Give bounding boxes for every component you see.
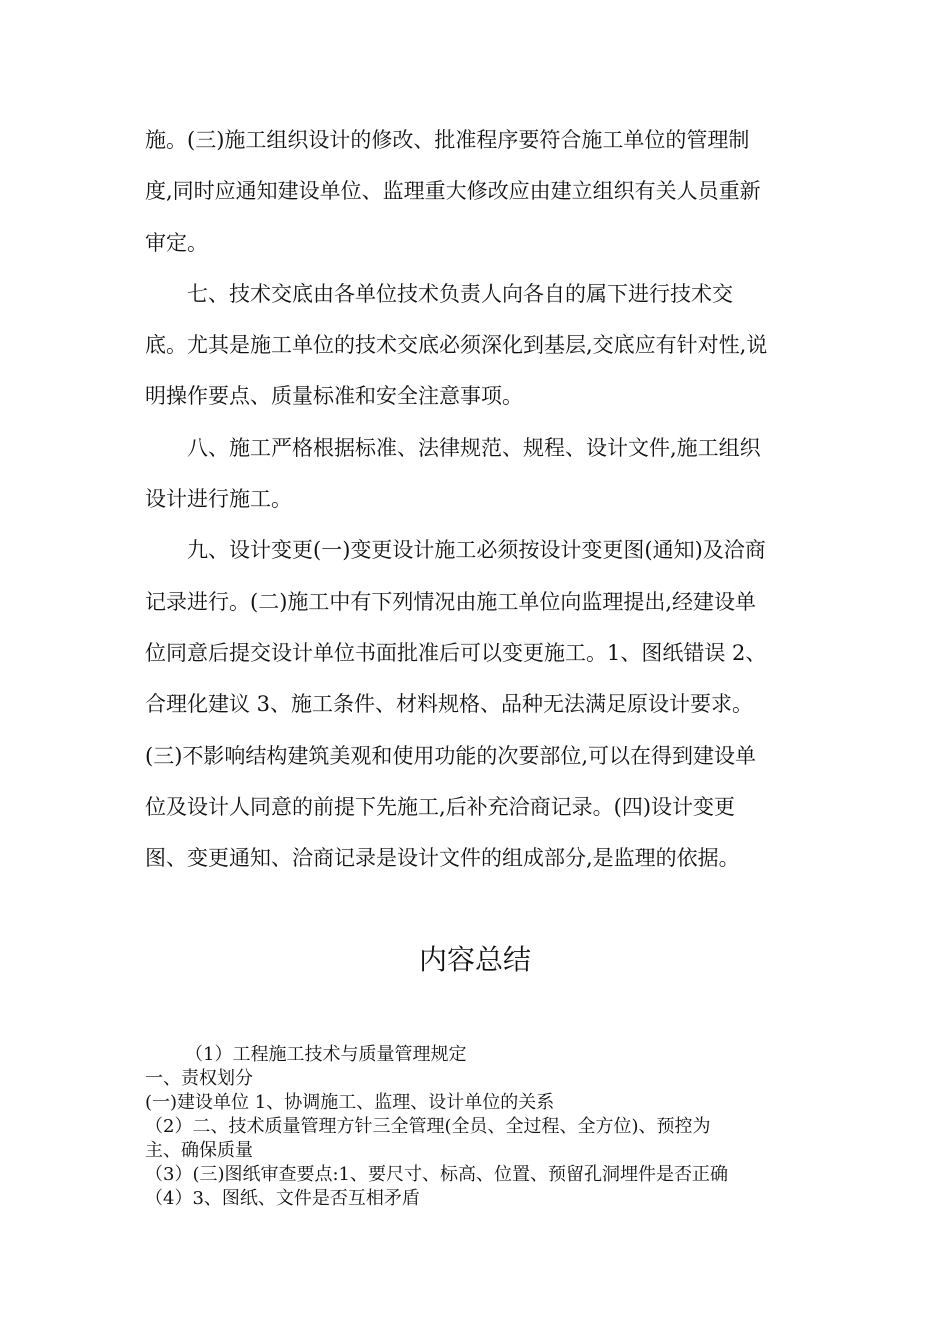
paragraph-3: [145, 423, 810, 526]
summary-line: （1）工程施工技术与质量管理规定: [185, 1044, 467, 1065]
text-line: 合理化建议 3、施工条件、材料规格、品种无法满足原设计要求。: [145, 692, 754, 717]
paragraph-2: [145, 269, 810, 423]
text-line: 施。(三)施工组织设计的修改、批准程序要符合施工单位的管理制: [145, 128, 750, 152]
text-line: 八、施工严格根据标准、法律规范、规程、设计文件,施工组织: [187, 435, 761, 460]
text-line: 位及设计人同意的前提下先施工,后补充洽商记录。(四)设计变更: [145, 794, 736, 819]
text-line: 图、变更通知、洽商记录是设计文件的组成部分,是监理的依据。: [145, 846, 740, 871]
text-line: 位同意后提交设计单位书面批准后可以变更施工。1、图纸错误 2、: [145, 640, 767, 665]
text-line: 明操作要点、质量标准和安全注意事项。: [145, 384, 523, 409]
summary-line: 主、确保质量: [145, 1140, 253, 1161]
text-line: 度,同时应通知建设单位、监理重大修改应由建立组织有关人员重新: [145, 179, 761, 204]
text-line: 七、技术交底由各单位技术负责人向各自的属下进行技术交: [187, 281, 733, 306]
text-line: 记录进行。(二)施工中有下列情况由施工单位向监理提出,经建设单: [145, 589, 757, 614]
summary-line: （3）(三)图纸审查要点:1、要尺寸、标高、位置、预留孔洞埋件是否正确: [145, 1164, 729, 1185]
body-text: [145, 115, 810, 884]
summary-line: （2）二、技术质量管理方针三全管理(全员、全过程、全方位)、预控为: [145, 1116, 711, 1137]
text-line: 审定。: [145, 230, 208, 255]
text-line: (三)不影响结构建筑美观和使用功能的次要部位,可以在得到建设单: [145, 743, 757, 768]
paragraph-4: [145, 525, 810, 884]
summary-list: [145, 1043, 825, 1211]
text-line: 九、设计变更(一)变更设计施工必须按设计变更图(通知)及洽商: [187, 538, 766, 563]
summary-line: 一、责权划分: [145, 1068, 253, 1089]
summary-title: 内容总结: [418, 943, 531, 976]
summary-line: （4）3、图纸、文件是否互相矛盾: [145, 1188, 420, 1209]
text-line: 设计进行施工。: [145, 487, 292, 512]
summary-line: (一)建设单位 1、协调施工、监理、设计单位的关系: [145, 1092, 555, 1113]
text-line: 底。尤其是施工单位的技术交底必须深化到基层,交底应有针对性,说: [145, 333, 768, 358]
paragraph-1: [145, 115, 810, 269]
